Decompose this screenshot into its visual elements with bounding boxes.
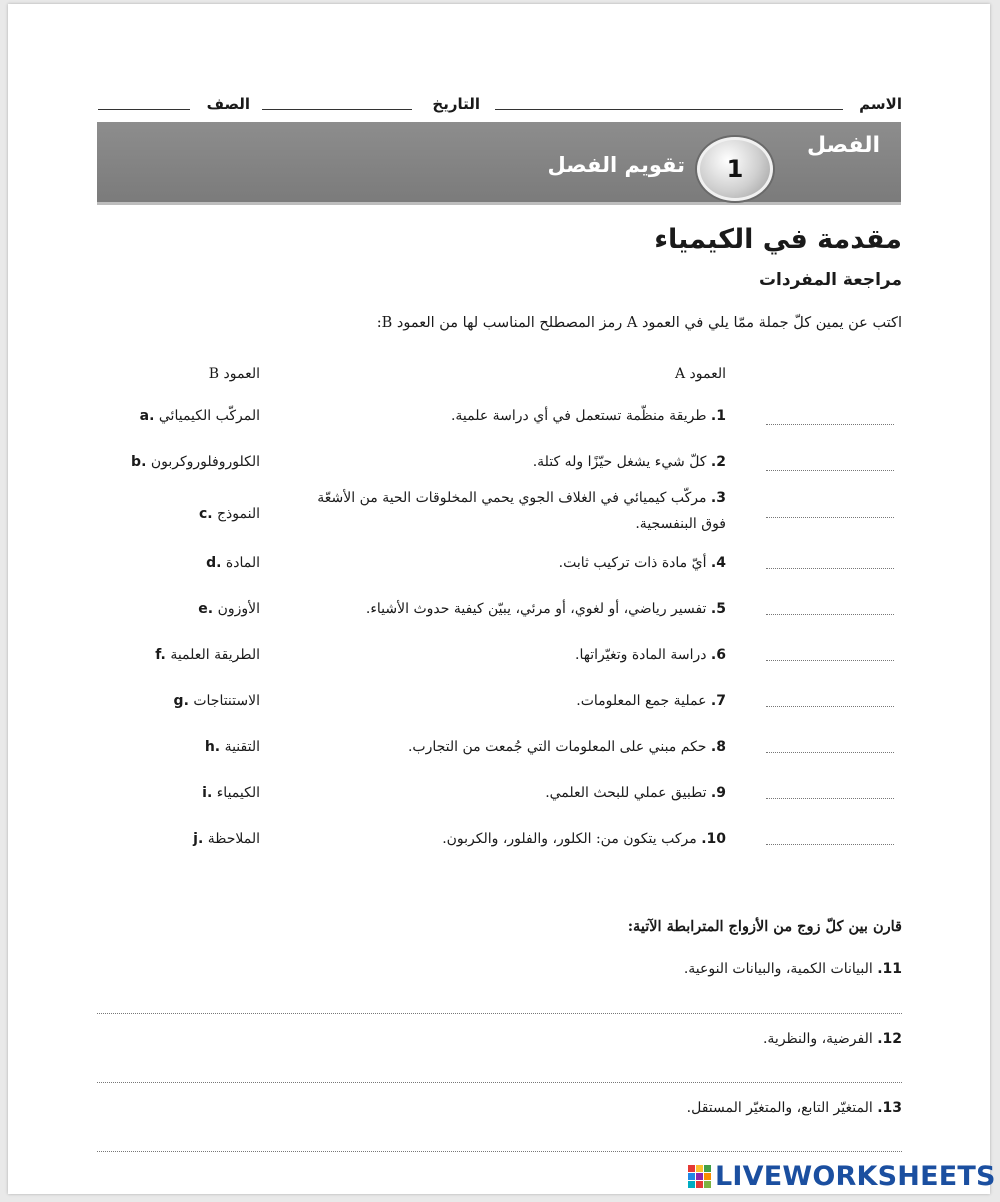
column-b-item-g: g. الاستنتاجات (173, 693, 260, 709)
column-b-item-d: d. المادة (206, 555, 260, 571)
chapter-number-badge (697, 137, 773, 201)
answer-line-7[interactable] (766, 706, 894, 707)
date-field-line[interactable] (262, 109, 412, 110)
column-a-item-5: 5. تفسير رياضي، أو لغوي، أو مرئي، يبيّن كيفية حدوث الأشياء. (365, 601, 726, 617)
compare-answer-line-13[interactable] (97, 1151, 902, 1152)
name-label: الاسم (859, 95, 902, 113)
answer-line-4[interactable] (766, 568, 894, 569)
class-field-line[interactable] (98, 109, 190, 110)
compare-answer-line-12[interactable] (97, 1082, 902, 1083)
column-a-item-3-continuation: فوق البنفسجية. (635, 516, 726, 532)
date-label: التاريخ (432, 95, 480, 113)
column-a-item-4: 4. أيّ مادة ذات تركيب ثابت. (558, 555, 726, 571)
answer-line-5[interactable] (766, 614, 894, 615)
answer-line-9[interactable] (766, 798, 894, 799)
chapter-number: 1 (726, 155, 744, 183)
name-field-line[interactable] (495, 109, 843, 110)
page-subtitle: مراجعة المفردات (758, 270, 902, 290)
column-a-item-10: 10. مركب يتكون من: الكلور، والفلور، والكربون. (442, 831, 726, 847)
liveworksheets-watermark (688, 1158, 996, 1194)
answer-line-6[interactable] (766, 660, 894, 661)
column-b-item-b: b. الكلوروفلوروكربون (131, 454, 260, 470)
answer-line-1[interactable] (766, 424, 894, 425)
column-b-item-e: e. الأوزون (198, 601, 260, 617)
liveworksheets-text: LIVEWORKSHEETS (715, 1160, 996, 1192)
column-b-header: العمود B (208, 366, 260, 382)
chapter-banner (97, 122, 901, 205)
column-b-item-j: j. الملاحظة (193, 831, 260, 847)
column-a-item-1: 1. طريقة منظّمة تستعمل في أي دراسة علمية. (450, 408, 726, 424)
answer-line-3[interactable] (766, 517, 894, 518)
column-a-item-7: 7. عملية جمع المعلومات. (576, 693, 726, 709)
page-title: مقدمة في الكيمياء (654, 224, 902, 255)
answer-line-2[interactable] (766, 470, 894, 471)
column-a-item-6: 6. دراسة المادة وتغيّراتها. (575, 647, 726, 663)
compare-answer-line-11[interactable] (97, 1013, 902, 1014)
column-b-item-f: f. الطريقة العلمية (155, 647, 260, 663)
liveworksheets-logo-icon (688, 1165, 711, 1188)
chapter-label: الفصل (807, 133, 880, 158)
column-b-item-i: i. الكيمياء (202, 785, 260, 801)
instructions: اكتب عن يمين كلّ جملة ممّا يلي في العمود A رمز المصطلح المناسب لها من العمود B: (376, 315, 902, 331)
column-a-item-2: 2. كلّ شيء يشغل حيّزًا وله كتلة. (532, 454, 726, 470)
compare-item-12: 12. الفرضية، والنظرية. (762, 1031, 902, 1047)
compare-heading: قارن بين كلّ زوج من الأزواج المترابطة الآتية: (627, 918, 902, 935)
column-a-header: العمود A (674, 366, 726, 382)
column-b-item-c: c. النموذج (198, 506, 260, 522)
column-a-item-9: 9. تطبيق عملي للبحث العلمي. (545, 785, 726, 801)
compare-item-11: 11. البيانات الكمية، والبيانات النوعية. (683, 961, 902, 977)
answer-line-8[interactable] (766, 752, 894, 753)
column-b-item-a: a. المركّب الكيميائي (139, 408, 260, 424)
column-a-item-3: 3. مركّب كيميائي في الغلاف الجوي يحمي المخلوقات الحية من الأشعّة (317, 490, 726, 506)
answer-line-10[interactable] (766, 844, 894, 845)
compare-item-13: 13. المتغيّر التابع، والمتغيّر المستقل. (686, 1100, 902, 1116)
column-b-item-h: h. التقنية (204, 739, 260, 755)
class-label: الصف (206, 95, 250, 113)
section-title: تقويم الفصل (547, 153, 685, 177)
column-a-item-8: 8. حكم مبني على المعلومات التي جُمعت من التجارب. (407, 739, 726, 755)
